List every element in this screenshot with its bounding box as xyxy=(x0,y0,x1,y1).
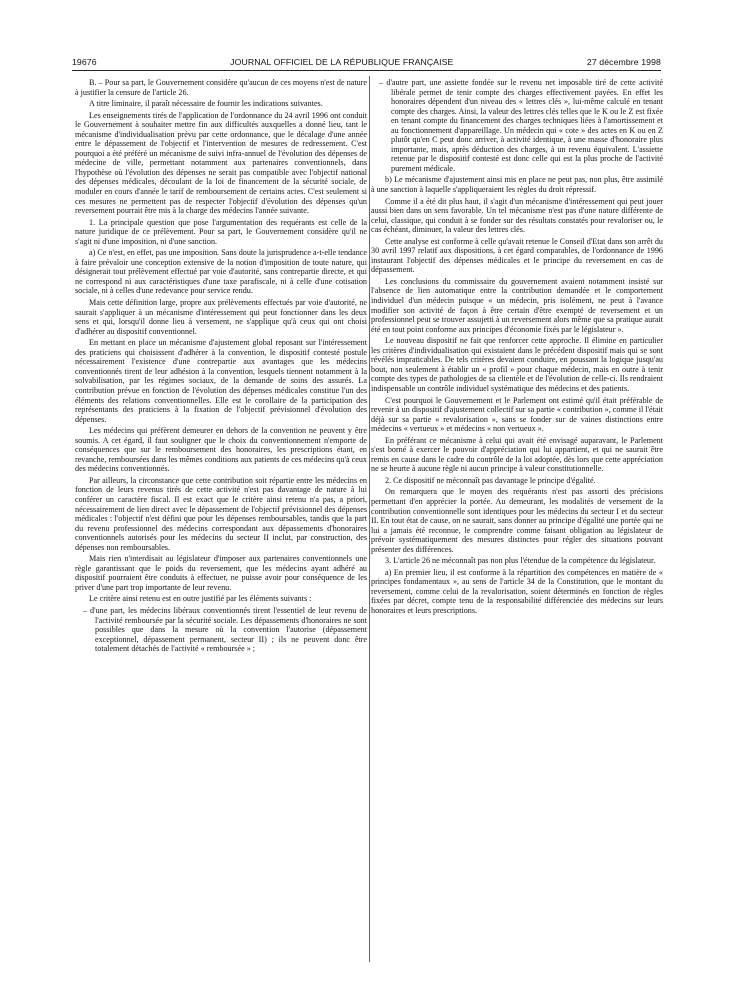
header-rule xyxy=(72,70,661,71)
paragraph: C'est pourquoi le Gouvernement et le Parlement ont estimé qu'il était préférable de revenir à un dispositif d'ajustement collectif sur sa partie « contribution », comme il l'était déjà sur sa partie « revalorisation », sans se fonder sur de vaines distinctions entre médecins « vertueux » et médecins « non vertueux ». xyxy=(371,395,663,434)
paragraph: b) Le mécanisme d'ajustement ainsi mis en place ne peut pas, non plus, être assimilé à une sanction à laquelle s'appliqueraient les règles du droit répressif. xyxy=(371,175,663,195)
paragraph: Mais rien n'interdisait au législateur d'imposer aux partenaires conventionnels une règle garantissant que le poids du reversement, que les médecins ayant adhéré au dispositif pourraient être conduits à effectuer, ne puisse avoir pour conséquence de les priver d'une part trop importante de leur revenu. xyxy=(75,554,367,592)
paragraph: a) En premier lieu, il est conforme à la répartition des compétences en matière de « principes fondamentaux », au sens de l'article 34 de la Constitution, que le montant du reversement, comme celui de la revalorisation, soient déterminés en fonction de règles fixées par décret, compte tenu de la responsabilité différenciée des médecins sur leurs honoraires et leurs prescriptions. xyxy=(371,567,663,615)
paragraph: En préférant ce mécanisme à celui qui avait été envisagé auparavant, le Parlement s'est borné à exercer le pouvoir d'appréciation qui lui appartient, et qui ne saurait être remis en cause dans le cadre du contrôle de la loi adoptée, dès lors que cette appréciation ne se heurte à aucune règle ni aucun principe à valeur constitutionnelle. xyxy=(371,435,663,474)
paragraph: Par ailleurs, la circonstance que cette contribution soit répartie entre les médecins en fonction de leurs revenus tirés de cette activité n'est pas davantage de nature à lui conférer un caractère fiscal. Il est exact que le critère ainsi retenu n'a pas, a priori, nécessairement de lien direct avec le dépassement de l'objectif prévisionnel des dépenses médicales : l'objectif n'est défini que pour les dépenses remboursables, tandis que la part du revenu professionnel des médecins correspondant aux dépassements d'honoraires conventionnels autorisés pour les médecins du secteur II inclut, par construction, des dépenses non remboursables. xyxy=(75,475,367,552)
journal-title: JOURNAL OFFICIEL DE LA RÉPUBLIQUE FRANÇAISE xyxy=(230,57,454,67)
right-column xyxy=(371,78,663,618)
page-number: 19676 xyxy=(72,57,97,67)
paragraph: 2. Ce dispositif ne méconnaît pas davantage le principe d'égalité. xyxy=(385,475,596,485)
publication-date: 27 décembre 1998 xyxy=(586,57,661,67)
paragraph: B. – Pour sa part, le Gouvernement considère qu'aucun de ces moyens n'est de nature à justifier la censure de l'article 26. xyxy=(75,78,367,97)
paragraph: Comme il a été dit plus haut, il s'agit d'un mécanisme d'intéressement qui peut jouer aussi bien dans un sens favorable. Un tel mécanisme n'est pas d'une nature différente de celui, classique, qui conduit à se fonder sur des résultats constatés pour revaloriser ou, le cas échéant, diminuer, la valeur des lettres clés. xyxy=(371,196,663,235)
paragraph: En mettant en place un mécanisme d'ajustement global reposant sur l'intéressement des praticiens qui choisissent d'adhérer à la convention, le dispositif contesté postule nécessairement l'existence d'une contrepartie aux avantages que les médecins conventionnés tirent de leur adhésion à la convention, lesquels tiennent notamment à la solvabilisation, par les régimes sociaux, de la demande de soins des assurés. La contribution prévue en fonction de l'évolution des dépenses médicales constitue l'un des éléments des relations conventionnelles. Elle est le corollaire de la participation des représentants des praticiens à la fixation de l'objectif prévisionnel d'évolution des dépenses. xyxy=(75,338,367,424)
paragraph: a) Ce n'est, en effet, pas une imposition. Sans doute la jurisprudence a-t-elle tendance à faire prévaloir une conception extensive de la notion d'imposition de toute nature, qui désignerait tout prélèvement effectué par voie d'autorité, sans contrepartie directe, et qui ne correspond ni aux caractéristiques d'une taxe parafiscale, ni à celle d'une cotisation sociale, ni à celles d'une redevance pour service rendu. xyxy=(75,248,367,296)
paragraph: Le critère ainsi retenu est en outre justifié par les éléments suivants : xyxy=(89,594,312,604)
page-header xyxy=(72,57,661,71)
column-divider xyxy=(369,76,370,962)
paragraph: Les médecins qui préfèrent demeurer en dehors de la convention ne peuvent y être soumis. A cet égard, il faut souligner que le choix du conventionnement n'emporte de conséquences que sur le remboursement des honoraires, les prescriptions étant, en revanche, remboursées dans les mêmes conditions aux patients de ces médecins qu'à ceux des médecins conventionnés. xyxy=(75,426,367,474)
list-item: – d'une part, les médecins libéraux conventionnés tirent l'essentiel de leur revenu de l'activité remboursée par la sécurité sociale. Les dépassements d'honoraires ne sont possibles que dans la mesure où la convention l'autorise (dépassement exceptionnel, dépassement permanent, secteur II) ; ils ne peuvent donc être totalement détachés de l'activité « remboursée » ; xyxy=(83,605,367,654)
list-item: – d'autre part, une assiette fondée sur le revenu net imposable tiré de cette activité libérale permet de tenir compte des charges effectivement payées. En effet les honoraires dépendent d'un niveau des « lettres clés », lui-même calculé en tenant compte des charges. Ainsi, la valeur des lettres clés telles que le K ou le Z est fixée en tenant compte du financement des charges techniques liées à l'amortissement et au fonctionnement d'appareillage. Un médecin qui « cote » des actes en K ou en Z plutôt qu'en C peut donc arriver, à activité identique, à une masse d'honoraire plus importante, mais, après déduction des charges, à un revenu équivalent. L'assiette retenue par le dispositif contesté est donc celle qui est la plus proche de l'activité purement médicale. xyxy=(379,78,663,173)
paragraph: Le nouveau dispositif ne fait que renforcer cette approche. Il élimine en particulier les critères d'individualisation qui existaient dans le précédent dispositif mais qui se sont révélés impraticables. De tels critères devaient conduire, en poussant la logique jusqu'au bout, non seulement à établir un « profil » pour chaque médecin, mais en outre à tenir compte des types de pathologies de sa clientèle et de l'évolution de celle-ci. Ils rendraient indispensable un contrôle individuel systématique des médecins et des patients. xyxy=(371,336,663,393)
paragraph: Mais cette définition large, propre aux prélèvements effectués par voie d'autorité, ne saurait s'appliquer à un mécanisme d'intéressement qui peut fonctionner dans les deux sens et qui, lorsqu'il donne lieu à versement, ne s'applique qu'à ceux qui ont choisi d'adhérer au dispositif conventionnel. xyxy=(75,298,367,336)
paragraph: Les conclusions du commissaire du gouvernement avaient notamment insisté sur l'absence de lien automatique entre la contribution demandée et le comportement individuel d'un médecin puisque « un médecin, pris isolément, ne peut à l'avance modifier son activité de façon à être certain d'être exempté de reversement et un professionnel peut se trouver assujetti à un reversement alors même que sa pratique aurait été en tout point conforme aux principes d'économie fixés par le législateur ». xyxy=(371,276,663,334)
left-column xyxy=(75,78,367,656)
paragraph: Cette analyse est conforme à celle qu'avait retenue le Conseil d'Etat dans son arrêt du 30 avril 1997 relatif aux dispositions, à cet égard comparables, de l'ordonnance de 1996 instaurant l'objectif des dépenses médicales et le principe du reversement en cas de dépassement. xyxy=(371,236,663,275)
paragraph: 1. La principale question que pose l'argumentation des requérants est celle de la nature juridique de ce prélèvement. Pour sa part, le Gouvernement considère qu'il ne s'agit ni d'une imposition, ni d'une sanction. xyxy=(75,217,367,246)
paragraph: 3. L'article 26 ne méconnaît pas non plus l'étendue de la compétence du législateur. xyxy=(385,556,656,566)
paragraph: On remarquera que le moyen des requérants n'est pas assorti des précisions permettant d'en apprécier la portée. Au demeurant, les modalités de versement de la contribution conventionnelle sont identiques pour les médecins du secteur I et du secteur II. En tout état de cause, on ne saurait, sans donner au principe d'égalité une portée qui ne lui a jamais été reconnue, le comprendre comme faisant obligation au législateur de prévoir systématiquement des mesures distinctes pour régler des situations pouvant présenter des différences. xyxy=(371,487,663,554)
paragraph: A titre liminaire, il paraît nécessaire de fournir les indications suivantes. xyxy=(89,99,323,109)
paragraph: Les enseignements tirés de l'application de l'ordonnance du 24 avril 1996 ont conduit le Gouvernement à souhaiter mettre fin aux difficultés auxquelles a donné lieu, tant le mécanisme d'individualisation prévu par cette ordonnance, que le décalage d'une année entre le dépassement de l'objectif et l'intervention de mesures de redressement. C'est pourquoi a été préféré un mécanisme de suivi infra-annuel de l'évolution des dépenses de médecine de ville, permettant notamment aux partenaires conventionnels, dans l'hypothèse où l'évolution des dépenses ne serait pas compatible avec l'objectif national des dépenses médicales, découlant de la loi de financement de la sécurité sociale, de moduler en cours d'année le tarif de remboursement de certains actes. C'est seulement si ces mesures ne permettent pas de respecter l'objectif d'évolution des dépenses qu'un reversement pourrait être mis à la charge des médecins l'année suivante. xyxy=(75,110,367,216)
